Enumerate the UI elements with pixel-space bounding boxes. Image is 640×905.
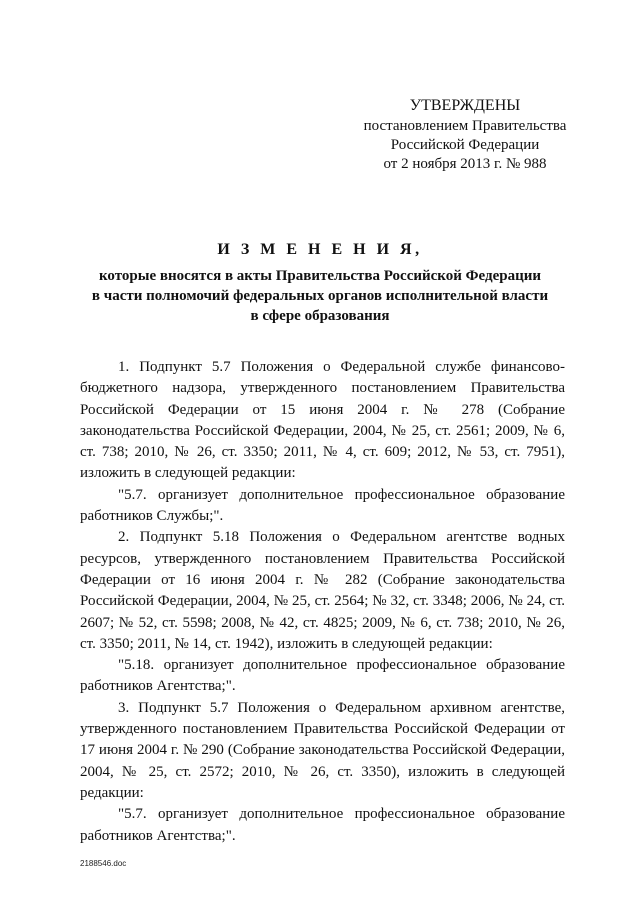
footer-file-name: 2188546.doc — [80, 859, 127, 868]
subtitle-line: в сфере образования — [250, 308, 390, 324]
document-heading — [0, 240, 640, 326]
document-title: И З М Е Н Е Н И Я, — [217, 241, 423, 258]
approval-line: Российской Федерации — [390, 137, 540, 153]
quoted-paragraph: "5.7. организует дополнительное профессиональное образование работников Агентства;". — [80, 806, 565, 844]
approval-block — [350, 96, 580, 174]
paragraph: 2. Подпункт 5.18 Положения о Федеральном агентстве водных ресурсов, утвержденного постановлением Правительства Российской Федерации от 16 июня 2004 г. № 282 (Собрание законодательства Российской Федерации, 2004, № 25, ст. 2564; № 32, ст. 3348; 2006, № 24, ст. 2607; № 52, ст. 5598; 2008, № 42, ст. 4825; 2009, № 6, ст. 738; 2010, № 26, ст. 3350; 2011, № 14, ст. 1942), изложить в следующей редакции: — [80, 529, 565, 652]
document-body — [80, 357, 565, 847]
paragraph: 1. Подпункт 5.7 Положения о Федеральной службе финансово-бюджетного надзора, утвержденного постановлением Правительства Российской Федерации от 15 июня 2004 г. № 278 (Собрание законодательства Российской Федерации, 2004, № 25, ст. 2561; 2009, № 6, ст. 738; 2010, № 26, ст. 3350; 2011, № 4, ст. 609; 2012, № 53, ст. 7951), изложить в следующей редакции: — [80, 359, 565, 482]
quoted-paragraph: "5.18. организует дополнительное профессиональное образование работников Агентства;". — [80, 657, 565, 695]
approval-line: постановлением Правительства — [363, 118, 567, 134]
approval-date-number: от 2 ноября 2013 г. № 988 — [383, 156, 547, 172]
approval-title: УТВЕРЖДЕНЫ — [409, 97, 521, 114]
subtitle-line: в части полномочий федеральных органов исполнительной власти — [91, 288, 549, 304]
quoted-paragraph: "5.7. организует дополнительное профессиональное образование работников Службы;". — [80, 486, 565, 525]
paragraph: 3. Подпункт 5.7 Положения о Федеральном архивном агентстве, утвержденного постановлением Правительства Российской Федерации от 17 июня 2004 г. № 290 (Собрание законодательства Российской Федерации, 2004, № 25, ст. 2572; 2010, № 26, ст. 3350), изложить в следующей редакции: — [80, 699, 565, 801]
subtitle-line: которые вносятся в акты Правительства Российской Федерации — [98, 268, 542, 284]
